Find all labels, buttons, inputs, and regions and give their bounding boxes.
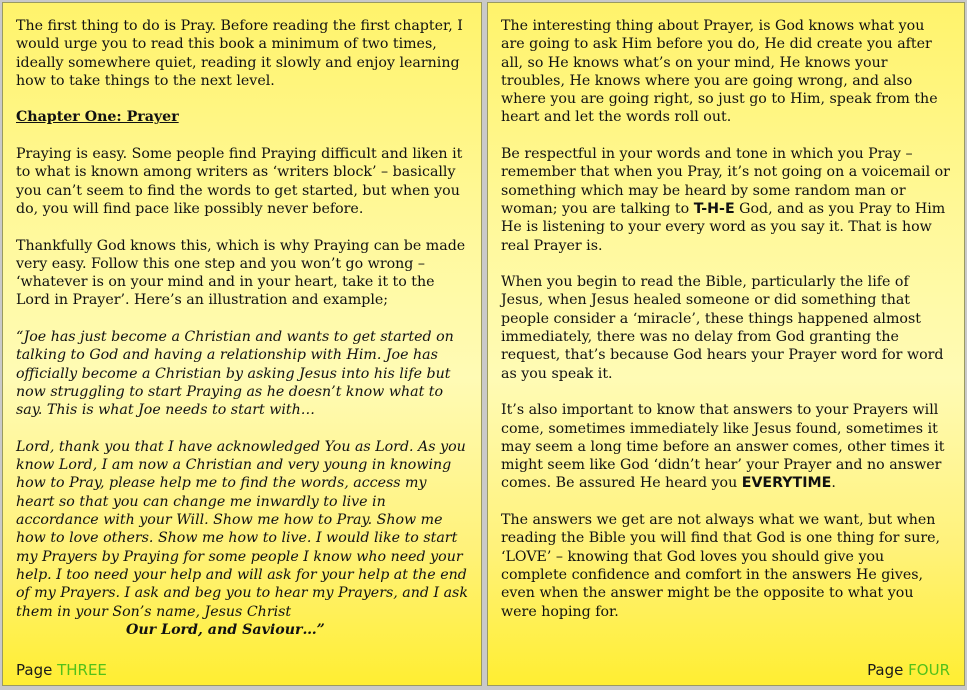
page-footer (16, 661, 107, 679)
body-paragraph (501, 145, 952, 255)
text-run: God, and as you Pray to Him He is listening to your every word as you say it. That is how real Prayer is. (501, 200, 946, 254)
page-footer (867, 661, 950, 679)
body-paragraph: Thankfully God knows this, which is why Praying can be made very easy. Follow this one step and you won’t go wrong – ‘whatever is on your mind and in your heart, take it to the Lord in Prayer’. Here’s an illustration and example; (16, 237, 466, 309)
body-paragraph (501, 401, 952, 492)
page-three (2, 2, 482, 686)
text-run: Be respectful in your words and tone in which you Pray – remember that when you Pray, it’s not going on a voicemail or something which may be heard by some random man or woman; you are talking to (501, 146, 950, 217)
emphasis-text: T-H-E (693, 200, 735, 217)
emphasis-text: EVERYTIME (741, 475, 832, 492)
intro-paragraph: The first thing to do is Pray. Before reading the first chapter, I would urge you to read this book a minimum of two times, ideally somewhere quiet, reading it slowly and enjoy learning how to take things to the next level. (16, 18, 463, 89)
text-run: It’s also important to know that answers to your Prayers will come, sometimes immediately like Jesus found, sometimes it may seem a long time before an answer comes, other times it might seem like God ‘didn’t hear’ your Prayer and no answer comes. Be assured He heard you (501, 402, 945, 492)
page-label: Page (867, 661, 909, 679)
prayer-text: Lord, thank you that I have acknowledged You as Lord. As you know Lord, I am now a Christian and very young in knowing how to Pray, please help me to find the words, access my heart so that you can change me inwardly to live in accordance with your Will. Show me how to Pray. Show me how to love others. Show me how to live. I would like to start my Prayers by Praying for some people I know who need your help. I too need your help and will ask for your help at the end of my Prayers. I ask and beg you to hear my Prayers, and I ask them in your Son’s name, Jesus Christ (16, 438, 468, 620)
text-run: . (831, 475, 836, 492)
body-paragraph: When you begin to read the Bible, particularly the life of Jesus, when Jesus healed someone or did something that people consider a ‘miracle’, these things happened almost immediately, there was no delay from God granting the request, that’s because God hears your Prayer word for word as you speak it. (501, 274, 944, 382)
prayer-paragraph (16, 438, 469, 621)
page-three-text (16, 17, 469, 639)
page-number: THREE (57, 661, 107, 679)
illustration-paragraph: “Joe has just become a Christian and wants to get started on talking to God and having a relationship with Him. Joe has officially become a Christian by asking Jesus into his life but now struggling to start Praying as he doesn’t know what to say. This is what Joe needs to start with… (16, 329, 454, 419)
page-label: Page (16, 661, 58, 679)
page-four-text (501, 17, 952, 639)
body-paragraph: The interesting thing about Prayer, is God knows what you are going to ask Him before you do, He did create you after all, so He knows what’s on your mind, He knows your troubles, He knows where you are going wrong, and also where you are going right, so just go to Him, speak from the heart and let the words roll out. (501, 18, 938, 126)
body-paragraph: The answers we get are not always what we want, but when reading the Bible you will find that God is one thing for sure, ‘LOVE’ – knowing that God loves you should give you complete confidence and comfort in the answers He gives, even when the answer might be the opposite to what you were hoping for. (501, 512, 941, 620)
page-number: FOUR (908, 661, 950, 679)
body-paragraph: Praying is easy. Some people find Praying difficult and liken it to what is known among writers as ‘writers block’ – basically you can’t seem to find the words to get started, but when you do, you will find pace like possibly never before. (16, 146, 463, 217)
chapter-heading: Chapter One: Prayer (16, 109, 179, 126)
page-four (487, 2, 965, 686)
prayer-closing: Our Lord, and Saviour…” (126, 621, 325, 638)
